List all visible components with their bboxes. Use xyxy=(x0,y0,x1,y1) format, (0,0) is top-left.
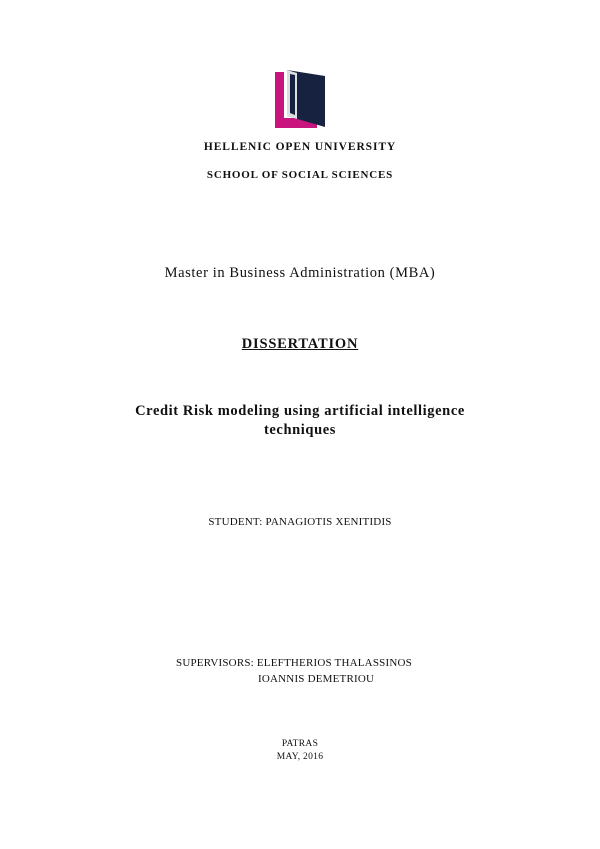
title-line-2: techniques xyxy=(263,422,337,438)
document-type-heading: DISSERTATION xyxy=(241,336,359,352)
school-name: SCHOOL OF SOCIAL SCIENCES xyxy=(206,169,394,181)
supervisor-second: IOANNIS DEMETRIOU xyxy=(258,673,375,685)
student-name: STUDENT: PANAGIOTIS XENITIDIS xyxy=(208,516,392,528)
dissertation-title xyxy=(0,402,600,440)
date: MAY, 2016 xyxy=(276,752,324,762)
title-line-1: Credit Risk modeling using artificial intelligence xyxy=(135,403,465,419)
supervisor-first: SUPERVISORS: ELEFTHERIOS THALASSINOS xyxy=(176,657,412,669)
program-name: Master in Business Administration (MBA) xyxy=(164,265,436,281)
place: PATRAS xyxy=(281,739,319,749)
university-name: HELLENIC OPEN UNIVERSITY xyxy=(203,141,397,153)
university-logo-icon xyxy=(275,70,325,128)
supervisors-block xyxy=(176,655,412,687)
